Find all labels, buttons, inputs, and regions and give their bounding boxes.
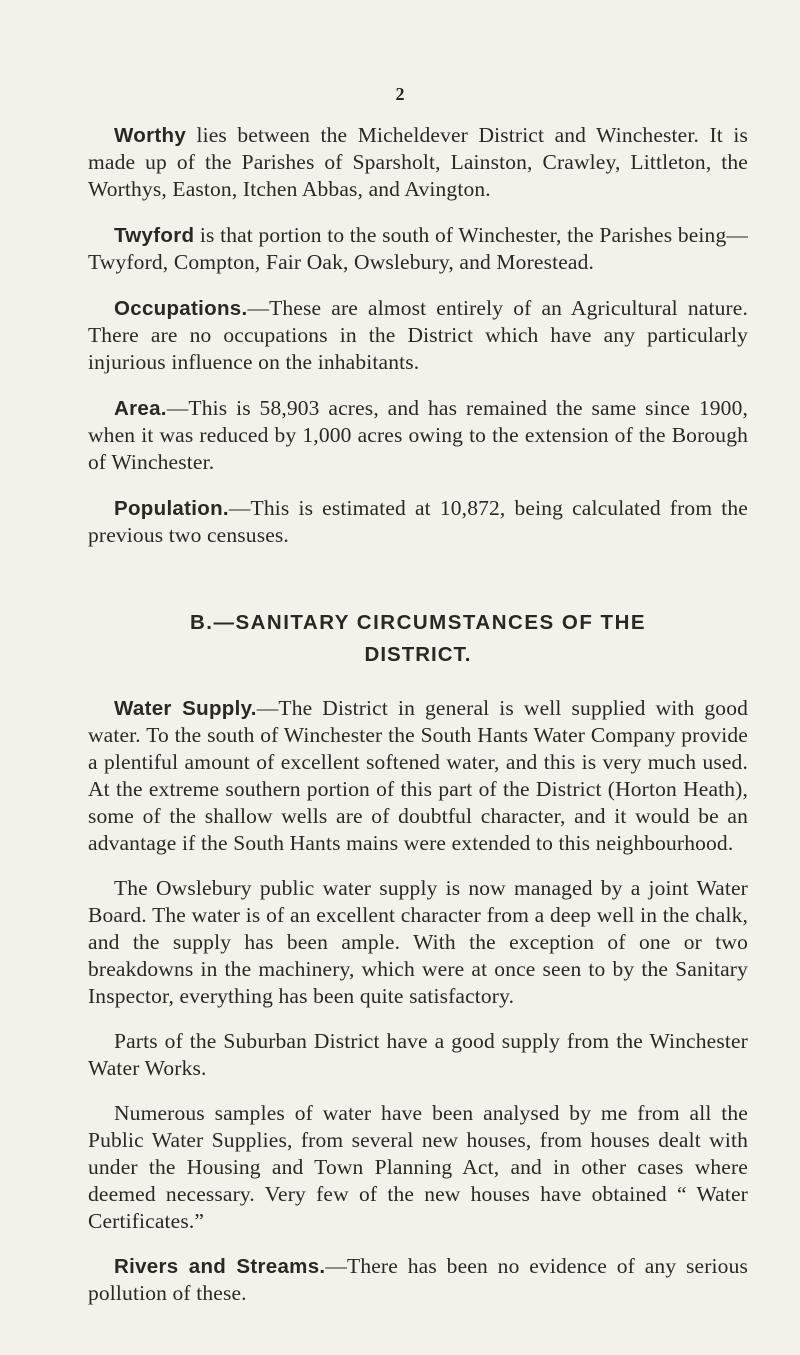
paragraph-occupations [88,295,748,376]
paragraph-text: Parts of the Suburban District have a good supply from the Winchester Water Works. [88,1029,748,1080]
paragraph-worthy [88,122,748,203]
paragraph-rivers [88,1253,748,1307]
paragraph-text: lies between the Micheldever District and Winchester. It is made up of the Parishes of Sparsholt, Lainston, Crawley, Littleton, the Worthys, Easton, Itchen Abbas, and Avington. [88,123,748,201]
paragraph-heading: Population. [114,497,229,520]
section-heading-line-1: B.—SANITARY CIRCUMSTANCES OF THE [189,611,647,634]
paragraph-owslebury [88,875,748,1010]
paragraph-text: is that portion to the south of Winchester, the Parishes being—Twyford, Compton, Fair Oak, Owslebury, and Morestead. [88,223,748,274]
page-number: 2 [395,84,405,104]
paragraph-heading: Water Supply. [114,697,257,720]
paragraph-water-supply [88,695,748,857]
paragraph-population [88,495,748,549]
paragraph-heading: Area. [114,397,167,420]
paragraph-twyford [88,222,748,276]
paragraph-heading: Worthy [114,124,187,147]
paragraph-text: —This is estimated at 10,872, being calculated from the previous two censuses. [88,496,748,547]
paragraph-text: —There has been no evidence of any serious pollution of these. [88,1254,748,1305]
paragraph-area [88,395,748,476]
paragraph-text: The Owslebury public water supply is now managed by a joint Water Board. The water is of an excellent character from a deep well in the chalk, and the supply has been ample. With the exception of one or two breakdowns in the machinery, which were at once seen to by the Sanitary Inspector, everything has been quite satisfactory. [88,876,748,1008]
document-body [88,122,748,1325]
paragraph-text: —This is 58,903 acres, and has remained the same since 1900, when it was reduced by 1,000 acres owing to the extension of the Borough of Winchester. [88,396,748,474]
section-heading [88,607,748,671]
section-heading-line-2: DISTRICT. [364,643,472,666]
paragraph-suburban [88,1028,748,1082]
paragraph-heading: Twyford [114,224,195,247]
paragraph-text: —The District in general is well supplied with good water. To the south of Winchester the South Hants Water Company provide a plentiful amount of excellent softened water, and this is very much used. At the extreme southern portion of this part of the District (Horton Heath), some of the shallow wells are of doubtful character, and it would be an advantage if the South Hants mains were extended to this neighbourhood. [88,696,748,855]
paragraph-text: —These are almost entirely of an Agricultural nature. There are no occupations in the District which have any particularly injurious influence on the inhabitants. [88,296,748,374]
paragraph-samples [88,1100,748,1235]
paragraph-text: Numerous samples of water have been analysed by me from all the Public Water Supplies, from several new houses, from houses dealt with under the Housing and Town Planning Act, and in other cases where deemed necessary. Very few of the new houses have obtained “ Water Certificates.” [88,1101,748,1233]
paragraph-heading: Rivers and Streams. [114,1255,326,1278]
paragraph-heading: Occupations. [114,297,248,320]
